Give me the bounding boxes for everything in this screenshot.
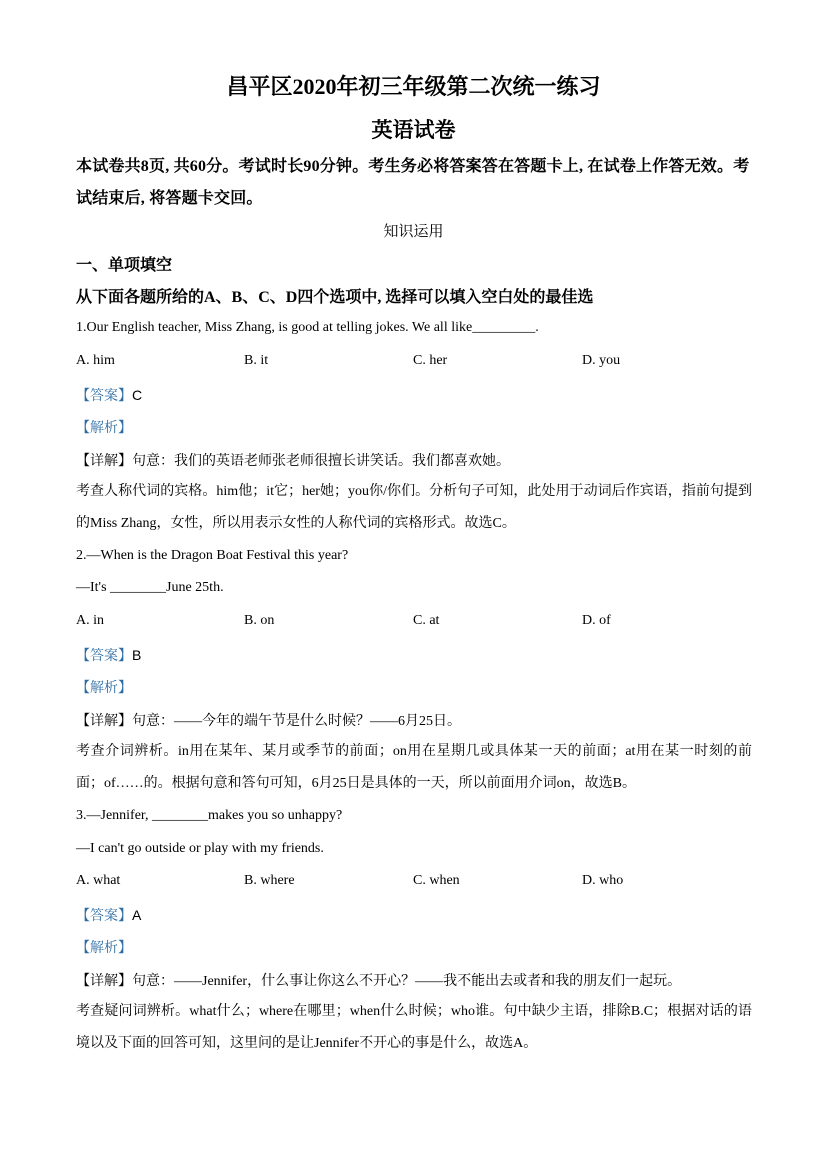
question-2-stem-line-1: 2.—When is the Dragon Boat Festival this year? bbox=[76, 548, 349, 563]
answer-value: B bbox=[132, 647, 142, 663]
question-3-answer bbox=[76, 905, 141, 925]
question-1-option-d: D. you bbox=[582, 353, 621, 368]
exam-subtitle: 英语试卷 bbox=[371, 118, 456, 142]
question-3-option-b: B. where bbox=[244, 873, 295, 888]
question-2-detail: 【详解】句意：——今年的端午节是什么时候？——6月25日。 bbox=[76, 714, 461, 729]
answer-label: 【答案】 bbox=[76, 387, 132, 403]
question-3-explanation: 考查疑问词辨析。what什么；where在哪里；when什么时候；who谁。句中缺少主语，排除B.C；根据对话的语境以及下面的回答可知，这里问的是让Jennifer不开心的事是什么，故选A。 bbox=[76, 1004, 752, 1051]
answer-value: A bbox=[132, 907, 142, 923]
question-2-answer bbox=[76, 645, 141, 665]
question-3-option-a: A. what bbox=[76, 873, 121, 888]
question-3-stem-line-2: —I can't go outside or play with my friends. bbox=[76, 841, 324, 856]
question-2-explanation: 考查介词辨析。in用在某年、某月或季节的前面；on用在星期几或具体某一天的前面；at用在某一时刻的前面；of……的。根据句意和答句可知，6月25日是具体的一天，所以前面用介词on，故选B。 bbox=[76, 744, 752, 791]
question-1-explanation: 考查人称代词的宾格。him他；it它；her她；you你/你们。分析句子可知，此处用于动词后作宾语，指前句提到的Miss Zhang，女性，所以用表示女性的人称代词的宾格形式。故选C。 bbox=[76, 484, 752, 531]
question-1-option-c: C. her bbox=[413, 353, 448, 368]
question-3-stem-line-1: 3.—Jennifer, ________makes you so unhappy? bbox=[76, 808, 343, 823]
question-3-detail: 【详解】句意：——Jennifer，什么事让你这么不开心？——我不能出去或者和我的朋友们一起玩。 bbox=[76, 974, 682, 989]
part-instruction: 从下面各题所给的A、B、C、D四个选项中, 选择可以填入空白处的最佳选 bbox=[76, 289, 594, 306]
question-3-option-d: D. who bbox=[582, 873, 624, 888]
question-3-analysis-label: 【解析】 bbox=[76, 939, 132, 955]
question-2-analysis-label: 【解析】 bbox=[76, 679, 132, 695]
question-2-option-d: D. of bbox=[582, 613, 611, 628]
question-3-option-c: C. when bbox=[413, 873, 460, 888]
answer-value: C bbox=[132, 387, 143, 403]
question-1-option-b: B. it bbox=[244, 353, 269, 368]
exam-title: 昌平区2020年初三年级第二次统一练习 bbox=[226, 74, 601, 99]
answer-label: 【答案】 bbox=[76, 647, 132, 663]
question-2-option-b: B. on bbox=[244, 613, 275, 628]
question-1-detail: 【详解】句意：我们的英语老师张老师很擅长讲笑话。我们都喜欢她。 bbox=[76, 454, 510, 469]
answer-label: 【答案】 bbox=[76, 907, 132, 923]
question-1-answer bbox=[76, 385, 142, 405]
part-heading: 一、单项填空 bbox=[76, 257, 173, 274]
question-2-stem-line-2: —It's ________June 25th. bbox=[76, 580, 224, 595]
exam-intro: 本试卷共8页, 共60分。考试时长90分钟。考生务必将答案答在答题卡上, 在试卷上作答无效。考试结束后, 将答题卡交回。 bbox=[76, 158, 750, 207]
question-1-analysis-label: 【解析】 bbox=[76, 419, 132, 435]
section-title: 知识运用 bbox=[383, 224, 444, 240]
question-1-stem: 1.Our English teacher, Miss Zhang, is good at telling jokes. We all like_________. bbox=[76, 320, 539, 335]
question-2-option-a: A. in bbox=[76, 613, 104, 628]
question-1-option-a: A. him bbox=[76, 353, 115, 368]
question-2-option-c: C. at bbox=[413, 613, 440, 628]
